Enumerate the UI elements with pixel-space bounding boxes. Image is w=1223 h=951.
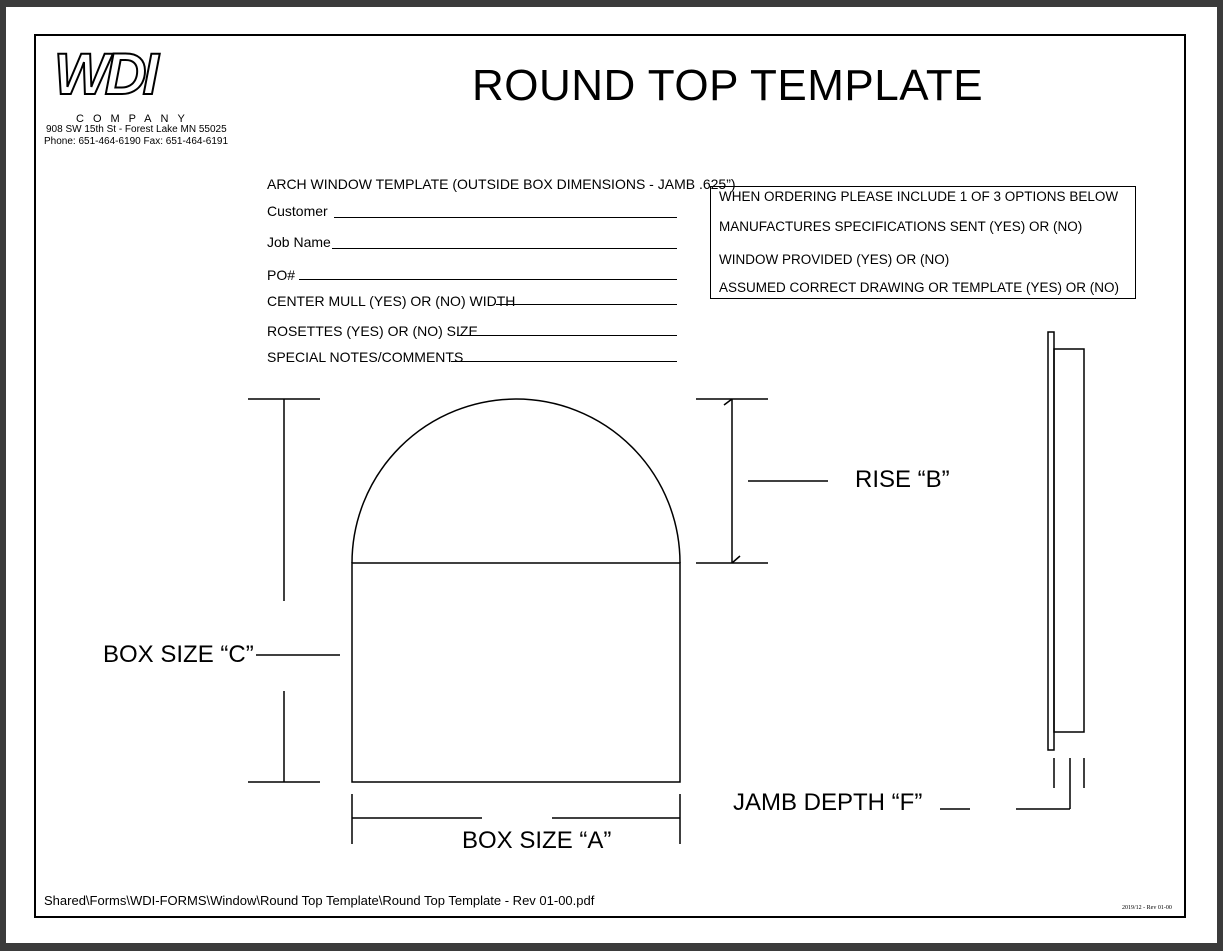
rise-b-label: RISE “B” <box>855 466 950 493</box>
document-title: ROUND TOP TEMPLATE <box>472 61 984 110</box>
po-label: PO# <box>267 267 296 283</box>
company-logo-subtext: COMPANY <box>76 113 194 125</box>
center-mull-label: CENTER MULL (YES) OR (NO) WIDTH <box>267 293 516 309</box>
customer-label: Customer <box>267 203 328 219</box>
option-assumed-correct: ASSUMED CORRECT DRAWING OR TEMPLATE (YES) OR (NO) <box>719 280 1120 295</box>
box-a-label: BOX SIZE “A” <box>462 827 612 854</box>
options-heading: WHEN ORDERING PLEASE INCLUDE 1 OF 3 OPTIONS BELOW <box>719 189 1119 204</box>
document-border <box>34 34 1186 918</box>
company-phone-fax: Phone: 651-464-6190 Fax: 651-464-6191 <box>44 136 229 147</box>
document-page <box>6 7 1217 943</box>
rosettes-label: ROSETTES (YES) OR (NO) SIZE <box>267 323 478 339</box>
jamb-section-inner <box>1054 349 1084 732</box>
special-notes-label: SPECIAL NOTES/COMMENTS <box>267 349 464 365</box>
rise-top-tick <box>724 399 732 405</box>
file-path-footer: Shared\Forms\WDI-FORMS\Window\Round Top Template\Round Top Template - Rev 01-00.pdf <box>44 893 595 908</box>
jamb-section-outer <box>1048 332 1054 750</box>
job-name-label: Job Name <box>267 234 331 250</box>
option-window-provided: WINDOW PROVIDED (YES) OR (NO) <box>719 252 950 267</box>
jamb-depth-f-label: JAMB DEPTH “F” <box>733 789 923 816</box>
form-heading: ARCH WINDOW TEMPLATE (OUTSIDE BOX DIMENSIONS - JAMB .625”) <box>267 176 736 192</box>
box-c-label: BOX SIZE “C” <box>103 641 254 668</box>
box-outline <box>352 563 680 782</box>
arch-outline <box>352 399 680 563</box>
option-manufacturer-specs: MANUFACTURES SPECIFICATIONS SENT (YES) OR (NO) <box>719 219 1083 234</box>
company-address: 908 SW 15th St - Forest Lake MN 55025 <box>46 124 227 135</box>
round-top-drawing <box>36 36 1184 916</box>
company-logo: WDI <box>54 42 155 107</box>
revision-stamp: 2019/12 - Rev 01-00 <box>1122 905 1172 911</box>
rise-bottom-tick <box>732 556 740 563</box>
